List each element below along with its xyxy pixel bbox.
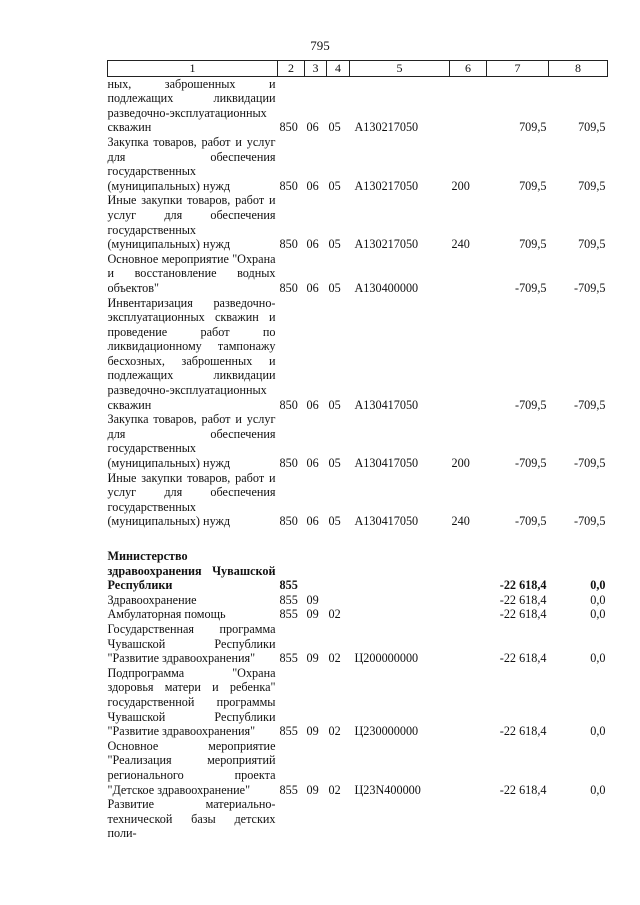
- section-code: 06: [306, 514, 319, 529]
- expense-type-code: [450, 593, 487, 608]
- amount-year-2: 0,0: [590, 782, 606, 797]
- subsection-code: [327, 549, 350, 593]
- table-row: [108, 607, 608, 622]
- subsection-code: 02: [328, 607, 341, 622]
- column-number: 6: [450, 61, 487, 77]
- amount-year-2: 0,0: [590, 724, 606, 739]
- amount-year-2: 709,5: [578, 178, 606, 193]
- expense-type-code: [450, 622, 487, 666]
- column-number: 2: [278, 61, 305, 77]
- section-code: 06: [306, 456, 319, 471]
- item-name: Закупка товаров, работ и услуг для обеспечения государственных (муниципальных) нужд: [107, 134, 276, 193]
- amount-year-1: -22 618,4: [499, 607, 547, 622]
- table-body: [108, 76, 608, 841]
- amount-year-1: 709,5: [519, 178, 547, 193]
- subsection-code: 02: [328, 724, 341, 739]
- section-code: [305, 797, 327, 841]
- target-article-code: А130417050: [354, 514, 419, 529]
- target-article-code: [350, 797, 450, 841]
- item-name: ных, заброшенных и подлежащих ликвидации разведочно-эксплуатационных скважин: [107, 76, 276, 135]
- target-article-code: А130217050: [354, 178, 419, 193]
- section-code: 06: [306, 397, 319, 412]
- expense-type-code: 200: [451, 178, 470, 193]
- target-article-code: Ц230000000: [354, 724, 419, 739]
- expense-type-code: [450, 252, 487, 296]
- subsection-code: [327, 797, 350, 841]
- item-name: Инвентаризация разведочно-эксплуатационных скважин и проведение работ по ликвидационному тампонажу бесхозных, заброшенных и подлежащих ликвидации разведочно-эксплуатационных скважин: [107, 295, 276, 412]
- amount-year-2: 0,0: [590, 578, 606, 593]
- subsection-code: [327, 593, 350, 608]
- item-name: Закупка товаров, работ и услуг для обеспечения государственных (муниципальных) нужд: [107, 412, 276, 471]
- table-row: [108, 471, 608, 529]
- table-row: [108, 797, 608, 841]
- table-row: [108, 296, 608, 413]
- ministry-code: [278, 797, 305, 841]
- target-article-code: [350, 593, 450, 608]
- table-row: [108, 666, 608, 739]
- expense-type-code: [450, 296, 487, 413]
- ministry-code: 850: [279, 514, 298, 529]
- subsection-code: 05: [328, 280, 341, 295]
- target-article-code: [350, 549, 450, 593]
- subsection-code: 05: [328, 456, 341, 471]
- column-number-header: [108, 61, 608, 77]
- subsection-code: 02: [328, 782, 341, 797]
- subsection-code: 05: [328, 397, 341, 412]
- amount-year-1: -709,5: [515, 456, 547, 471]
- subsection-code: 05: [328, 120, 341, 135]
- table-row: [108, 135, 608, 193]
- ministry-code: 855: [279, 592, 298, 607]
- ministry-code: 850: [279, 456, 298, 471]
- target-article-code: Ц23N400000: [354, 782, 421, 797]
- section-code: 09: [306, 651, 319, 666]
- table-row: [108, 412, 608, 470]
- expense-type-code: 240: [451, 237, 470, 252]
- ministry-code: 855: [279, 651, 298, 666]
- item-name: Иные закупки товаров, работ и услуг для обеспечения государственных (муниципальных) нужд: [107, 470, 276, 529]
- table-row: [108, 549, 608, 593]
- subsection-code: 02: [328, 651, 341, 666]
- item-name: Основное мероприятие "Охрана и восстановление водных объектов": [107, 251, 276, 295]
- expense-type-code: [450, 739, 487, 797]
- amount-year-2: 0,0: [590, 651, 606, 666]
- table-row: [108, 739, 608, 797]
- target-article-code: А130417050: [354, 456, 419, 471]
- column-number: 1: [108, 61, 278, 77]
- target-article-code: А130400000: [354, 280, 419, 295]
- table-row: [108, 593, 608, 608]
- page-number: 795: [310, 38, 330, 53]
- column-number: 5: [350, 61, 450, 77]
- column-number: 4: [327, 61, 350, 77]
- section-code: 09: [306, 724, 319, 739]
- amount-year-1: -709,5: [515, 514, 547, 529]
- amount-year-1: 709,5: [519, 120, 547, 135]
- item-name: Министерство здравоохранения Чувашской Республики: [107, 549, 276, 593]
- amount-year-1: [487, 797, 549, 841]
- section-code: 06: [306, 120, 319, 135]
- section-code: 06: [306, 237, 319, 252]
- table-row: [108, 252, 608, 296]
- table-row: [108, 193, 608, 251]
- section-code: 06: [306, 280, 319, 295]
- column-number: 7: [487, 61, 549, 77]
- spacer-row: [108, 529, 608, 549]
- expense-type-code: [450, 607, 487, 622]
- subsection-code: 05: [328, 178, 341, 193]
- expense-type-code: 200: [451, 456, 470, 471]
- table-row: [108, 76, 608, 135]
- section-code: 09: [306, 607, 319, 622]
- item-name: Развитие материально-технической базы детских поли-: [107, 797, 276, 841]
- item-name: Государственная программа Чувашской Республики "Развитие здравоохранения": [107, 621, 276, 666]
- ministry-code: 855: [279, 782, 298, 797]
- ministry-code: 855: [279, 578, 298, 593]
- section-code: 06: [306, 178, 319, 193]
- ministry-code: 850: [279, 280, 298, 295]
- ministry-code: 855: [279, 724, 298, 739]
- budget-table: [107, 60, 608, 841]
- amount-year-2: 0,0: [590, 592, 606, 607]
- amount-year-1: -709,5: [515, 397, 547, 412]
- ministry-code: 850: [279, 397, 298, 412]
- item-name: Подпрограмма "Охрана здоровья матери и ребенка" государственной программы Чувашской Республики "Развитие здравоохранения": [107, 665, 276, 739]
- subsection-code: 05: [328, 514, 341, 529]
- amount-year-2: 709,5: [578, 237, 606, 252]
- item-name: Основное мероприятие "Реализация мероприятий регионального проекта "Детское здравоохранение": [107, 738, 276, 797]
- ministry-code: 855: [279, 607, 298, 622]
- target-article-code: А130217050: [354, 237, 419, 252]
- column-number: 3: [305, 61, 327, 77]
- expense-type-code: [450, 549, 487, 593]
- amount-year-1: -22 618,4: [499, 651, 547, 666]
- ministry-code: 850: [279, 237, 298, 252]
- ministry-code: 850: [279, 178, 298, 193]
- column-number: 8: [549, 61, 608, 77]
- target-article-code: А130217050: [354, 120, 419, 135]
- amount-year-2: -709,5: [574, 397, 606, 412]
- amount-year-1: -22 618,4: [499, 592, 547, 607]
- amount-year-2: -709,5: [574, 456, 606, 471]
- target-article-code: А130417050: [354, 397, 419, 412]
- subsection-code: 05: [328, 237, 341, 252]
- amount-year-2: -709,5: [574, 280, 606, 295]
- amount-year-2: 0,0: [590, 607, 606, 622]
- table-row: [108, 622, 608, 666]
- target-article-code: Ц200000000: [354, 651, 419, 666]
- amount-year-2: [549, 797, 608, 841]
- amount-year-1: -22 618,4: [499, 724, 547, 739]
- ministry-code: 850: [279, 120, 298, 135]
- item-name: Здравоохранение: [107, 592, 197, 607]
- section-code: [305, 549, 327, 593]
- expense-type-code: [450, 76, 487, 135]
- amount-year-1: -22 618,4: [499, 782, 547, 797]
- amount-year-1: 709,5: [519, 237, 547, 252]
- item-name: Амбулаторная помощь: [107, 607, 226, 622]
- amount-year-1: -22 618,4: [499, 578, 547, 593]
- expense-type-code: [450, 666, 487, 739]
- amount-year-2: -709,5: [574, 514, 606, 529]
- amount-year-2: 709,5: [578, 120, 606, 135]
- expense-type-code: 240: [451, 514, 470, 529]
- item-name: Иные закупки товаров, работ и услуг для обеспечения государственных (муниципальных) нужд: [107, 193, 276, 252]
- amount-year-1: -709,5: [515, 280, 547, 295]
- expense-type-code: [450, 797, 487, 841]
- section-code: 09: [306, 782, 319, 797]
- section-code: 09: [306, 592, 319, 607]
- target-article-code: [350, 607, 450, 622]
